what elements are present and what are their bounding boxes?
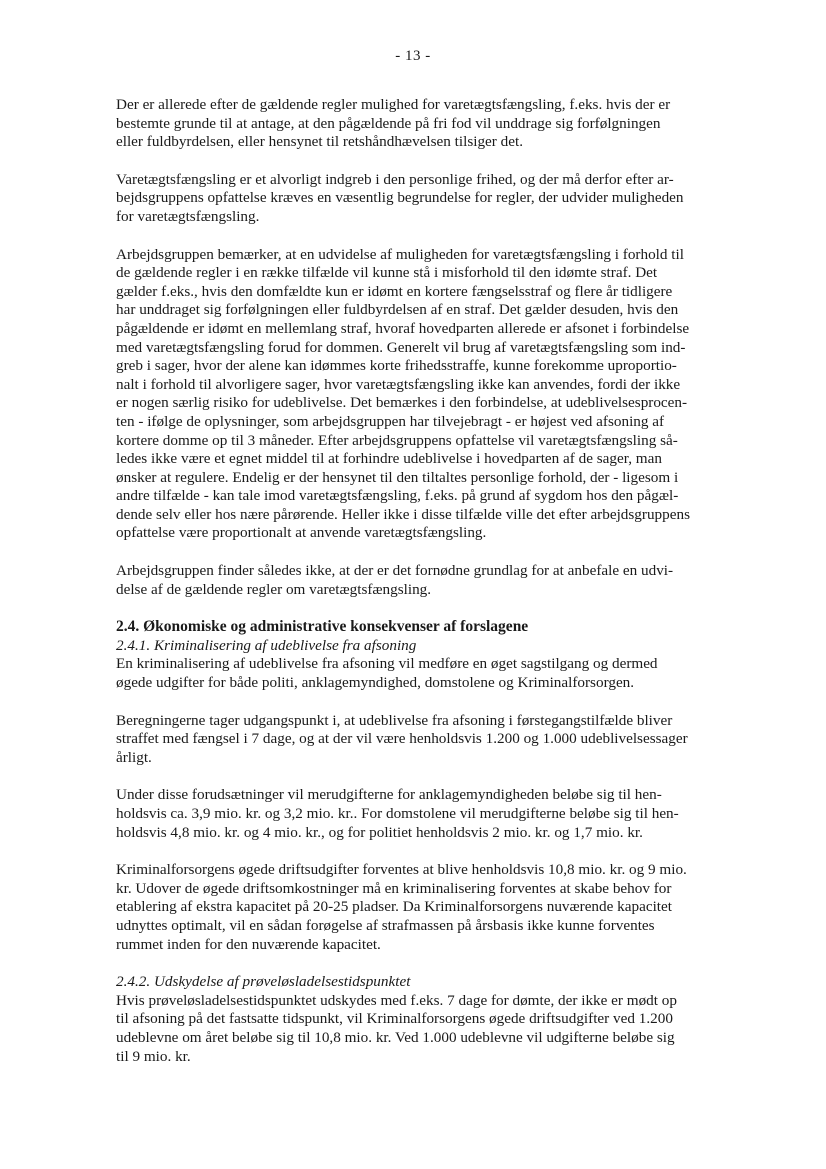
- paragraph-parole-postponement: Hvis prøveløsladelsestidspunktet udskydes med f.eks. 7 dage for dømte, der ikke er mødt op til afsoning på det fastsatte tidspunkt, vil Kriminalforsorgens øgede driftsudgifter ved 1.200 udeblevne om året beløbe sig til 10,8 mio. kr. Ved 1.000 udeblevne vil udgifterne beløbe sig til 9 mio. kr.: [116, 991, 677, 1065]
- paragraph-working-group-remarks: Arbejdsgruppen bemærker, at en udvidelse af muligheden for varetægtsfængsling i forhold til de gældende regler i en række tilfælde vil kunne stå i misforhold til den idømte straf. Det gælder f.eks., hvis den domfældte kun er idømt en kortere fængselsstraf og flere år tidligere har unddraget sig forfølgningen eller fuldbyrdelsen af en straf. Det gælder desuden, hvis den pågældende er idømt en mellemlang straf, hvoraf hovedparten allerede er afsonet i forbindelse med varetægtsfængsling forud for dommen. Generelt vil brug af varetægtsfængsling som ind- greb i sager, hvor der alene kan idømmes korte frihedsstraffe, kunne forekomme uproportio- nalt i forhold til alvorligere sager, hvor varetægtsfængsling ikke kan anvendes, fordi der ikke er nogen særlig risiko for udeblivelse. Det bemærkes i den forbindelse, at udeblivelsesprocen- ten - ifølge de oplysninger, som arbejdsgruppen har tilvejebragt - er højest ved afsoning af kortere domme op til 3 måneder. Efter arbejdsgruppens opfattelse vil varetægtsfængsling så- ledes ikke være et egnet middel til at forhindre udeblivelse i hovedparten af de sager, man ønsker at regulere. Endelig er der hensynet til den tiltaltes personlige forhold, der - ligesom i andre tilfælde - kan tale imod varetægtsfængsling, f.eks. på grund af sygdom hos den pågæl- dende selv eller hos nære pårørende. Heller ikke i disse tilfælde ville det efter arbejdsgruppens opfattelse være proportionalt at anvende varetægtsfængsling.: [116, 245, 690, 542]
- subsection-heading-2-4-2: 2.4.2. Udskydelse af prøveløsladelsestidspunktet: [116, 973, 411, 991]
- paragraph-serious-intervention: Varetægtsfængsling er et alvorligt indgreb i den personlige frihed, og der må derfor efter ar- bejdsgruppens opfattelse kræves en væsentlig begrundelse for regler, der udvider muligheden for varetægtsfængsling.: [116, 170, 684, 225]
- subsection-heading-2-4-1: 2.4.1. Kriminalisering af udeblivelse fra afsoning: [116, 636, 417, 654]
- paragraph-working-group-conclusion: Arbejdsgruppen finder således ikke, at der er det fornødne grundlag for at anbefale en udvi- delse af de gældende regler om varetægtsfængsling.: [116, 562, 674, 598]
- paragraph-existing-rules: Der er allerede efter de gældende regler mulighed for varetægtsfængsling, f.eks. hvis der er bestemte grunde til at antage, at den pågældende på fri fod vil unddrage sig forfølgningen eller fuldbyrdelsen, eller hensynet til retshåndhævelsen tilsiger det.: [116, 96, 671, 151]
- paragraph-calculation-basis: Beregningerne tager udgangspunkt i, at udeblivelse fra afsoning i førstegangstilfælde bliver straffet med fængsel i 7 dage, og at der vil være henholdsvis 1.200 og 1.000 udeblivelsessager årligt.: [116, 711, 688, 766]
- paragraph-criminalisation-costs: En kriminalisering af udeblivelse fra afsoning vil medføre en øget sagstilgang og dermed øgede udgifter for både politi, anklagemyndighed, domstolene og Kriminalforsorgen.: [116, 655, 658, 692]
- section-heading-2-4: 2.4. Økonomiske og administrative konsekvenser af forslagene: [116, 618, 529, 636]
- document-body: [116, 96, 748, 1066]
- paragraph-prison-service-costs: Kriminalforsorgens øgede driftsudgifter forventes at blive henholdsvis 10,8 mio. kr. og 9 mio. kr. Udover de øgede driftsomkostninger må en kriminalisering forventes at skabe behov for etablering af ekstra kapacitet på 20-25 pladser. Da Kriminalforsorgens nuværende kapacitet udnyttes optimalt, vil en sådan forøgelse af strafmassen på årsbasis ikke kunne forventes rummet inden for den nuværende kapacitet.: [116, 861, 687, 953]
- paragraph-additional-expenses: Under disse forudsætninger vil merudgifterne for anklagemyndigheden beløbe sig til hen- holdsvis ca. 3,9 mio. kr. og 3,2 mio. kr.. For domstolene vil merudgifterne beløbe sig til hen- holdsvis 4,8 mio. kr. og 4 mio. kr., og for politiet henholdsvis 2 mio. kr. og 1,7 mio. kr.: [116, 786, 679, 841]
- page-number: - 13 -: [395, 48, 431, 64]
